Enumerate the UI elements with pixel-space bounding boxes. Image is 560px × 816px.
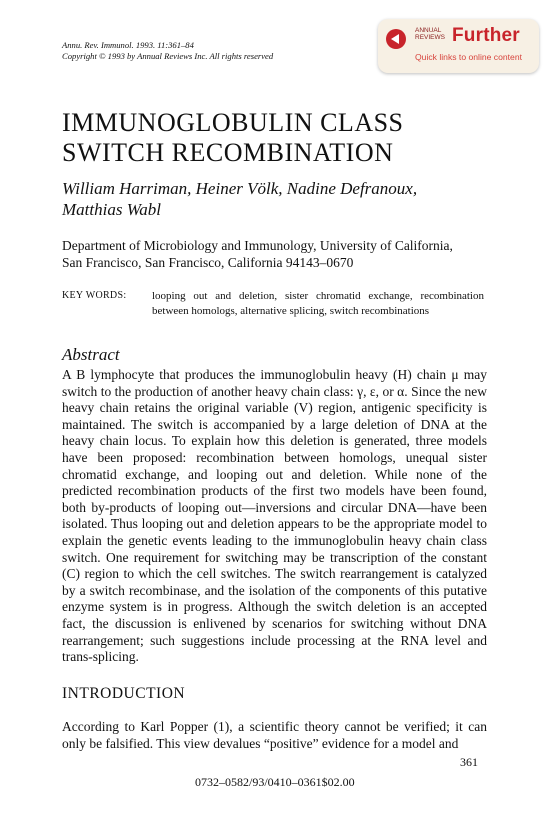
page-number: 361 — [460, 755, 478, 769]
journal-line-2: Copyright © 1993 by Annual Reviews Inc. All rights reserved — [62, 51, 274, 61]
abstract-text: A B lymphocyte that produces the immunoglobulin heavy (H) chain μ may switch to the production of another heavy chain class: γ, ε, or α. Since the new heavy chain retains the original variable (V) region, antigenic specificity is maintained. The switch is accompanied by a large deletion of DNA at the heavy chain locus. To explain how this deletion is generated, three models have been proposed: recombination between homologs, unequal sister chromatid exchange, and looping out and deletion. While none of the predicted recombination products of the first two models have been found, both by-products of looping out—inversions and circular DNA—have been isolated. Thus looping out and deletion appears to be the appropriate model to explain the genetic events leading to the immunoglobulin heavy chain class switch. One requirement for switching may be transcription of the constant (C) region to which the cell switches. The switch rearrangement is catalyzed by a switch recombinase, and the isolation of the components of this putative enzyme system is in progress. Although the switch deletion is an accepted fact, the discussion is enlivened by scenarios for switching without DNA rearrangement; such suggestions include processing at the RNA level and trans-splicing. — [62, 367, 487, 665]
affiliation: Department of Microbiology and Immunology, University of California, San Francisco, San Francisco, California 94143–0670 — [62, 238, 453, 270]
quick-links-label: Quick links to online content — [415, 52, 523, 62]
abstract-heading: Abstract — [62, 345, 120, 364]
annual-reviews-logo-icon — [386, 29, 406, 49]
annual-reviews-wordmark: ANNUAL REVIEWS — [415, 27, 445, 41]
key-words-label: KEY WORDS: — [62, 290, 127, 301]
key-words: looping out and deletion, sister chromatid exchange, recombination between homologs, alternative splicing, switch recombinations — [152, 290, 484, 317]
further-badge[interactable] — [378, 19, 539, 73]
further-label: Further — [452, 25, 520, 46]
journal-citation — [62, 40, 273, 62]
introduction-text: According to Karl Popper (1), a scientific theory cannot be verified; it can only be falsified. This view devalues “positive” evidence for a model and — [62, 719, 487, 751]
issn-code: 0732–0582/93/0410–0361$02.00 — [195, 775, 355, 789]
journal-line-1: Annu. Rev. Immunol. 1993. 11:361–84 — [62, 40, 194, 50]
introduction-heading: INTRODUCTION — [62, 685, 186, 702]
authors: William Harriman, Heiner Völk, Nadine Defranoux, Matthias Wabl — [62, 179, 418, 219]
article-title: IMMUNOGLOBULIN CLASS SWITCH RECOMBINATION — [62, 108, 404, 167]
